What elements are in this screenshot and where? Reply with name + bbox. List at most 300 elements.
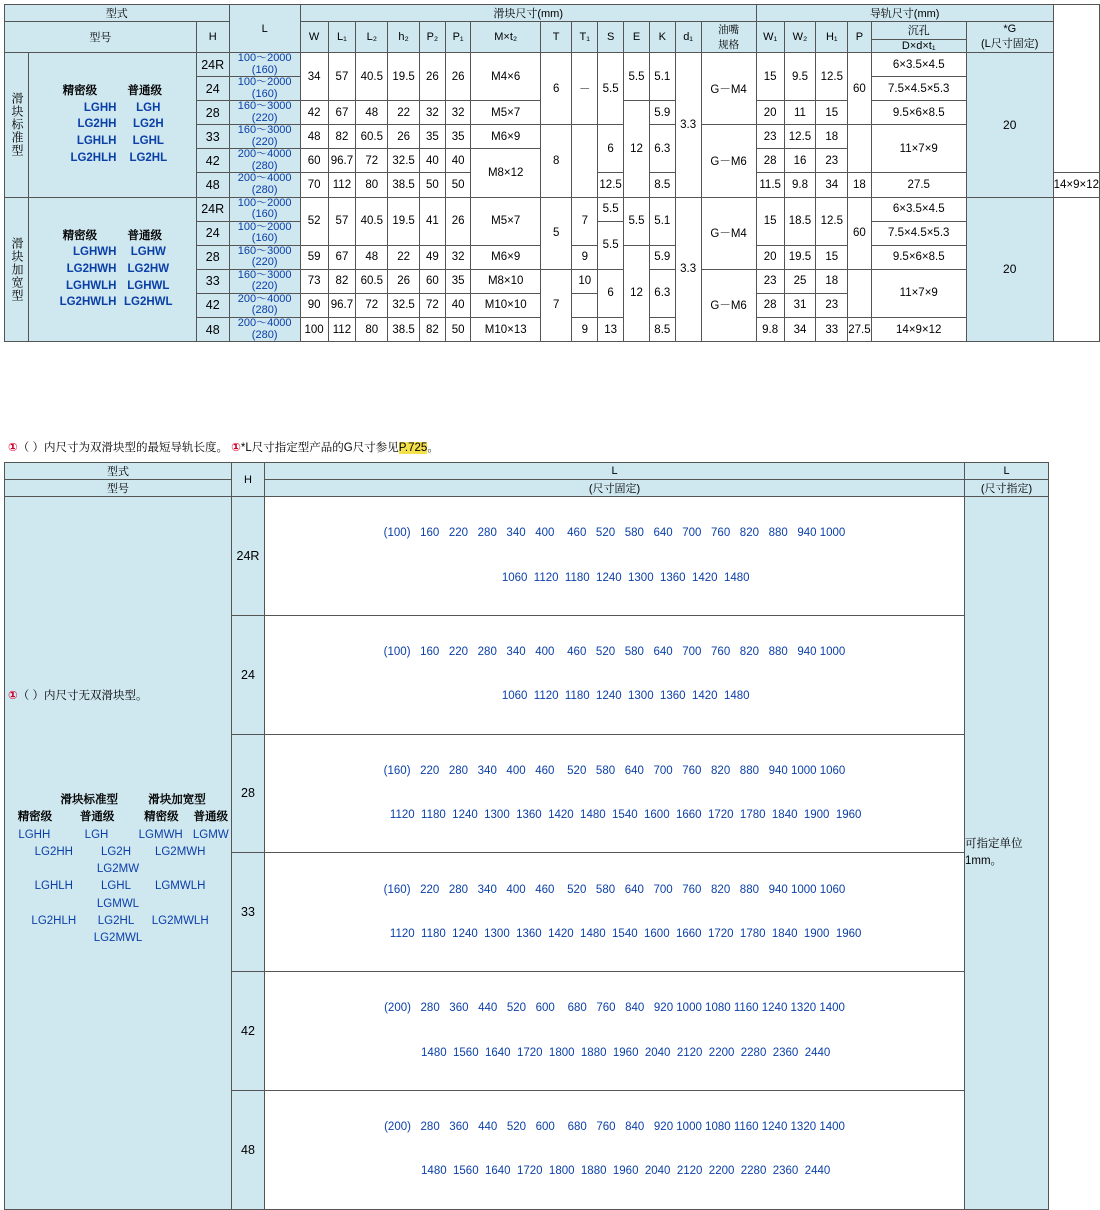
cell-E: 5.5	[624, 197, 650, 245]
cell-h2: 32.5	[388, 149, 420, 173]
dimension-table	[4, 4, 1100, 342]
L-range-sub: (220)	[251, 135, 278, 148]
cell-W: 59	[300, 245, 328, 269]
grade-normal-label: 普通级	[127, 85, 162, 98]
cell-d1: 3.3	[675, 53, 701, 198]
grade-normal-2: 普通级	[193, 811, 229, 824]
cell-P1: 35	[445, 269, 471, 293]
model-block-table2	[5, 497, 232, 1210]
cell-L1: 112	[328, 173, 356, 197]
cell-counterbore: 7.5×4.5×5.3	[871, 221, 966, 245]
L-range-sub: (220)	[251, 256, 278, 269]
cell-L2: 60.5	[356, 125, 388, 149]
cell-Mt2: M6×9	[471, 245, 540, 269]
cell-h2: 19.5	[388, 197, 420, 245]
L-range-sub: (280)	[251, 328, 278, 341]
cell-W: 42	[300, 101, 328, 125]
header2-L-right: L	[965, 463, 1049, 480]
model-precision-4: LG2HLH	[70, 151, 117, 164]
cell-T1: －	[572, 53, 598, 125]
L-range-value: 100～2000	[237, 76, 292, 89]
t2-length-line2: 1120 1180 1240 1300 1360 1420 1480 1540 1600 1660 1720 1780 1840 1900 1960	[367, 927, 862, 940]
header-P: P	[848, 22, 871, 53]
t2-length-list	[265, 972, 965, 1091]
cell-H1: 23	[816, 149, 848, 173]
cell-oil: G－M4	[701, 53, 756, 125]
footnote-text-b: *L尺寸指定型产品的G尺寸参见	[240, 442, 399, 454]
cell-L1: 57	[328, 197, 356, 245]
header-S: S	[598, 22, 624, 53]
cell-P2: 82	[420, 318, 446, 342]
t2-model-a1: LGHH	[18, 828, 51, 841]
L-range-value: 100～2000	[237, 52, 292, 64]
L-range-sub: (160)	[251, 232, 278, 245]
cell-Mt2: M8×10	[471, 269, 540, 293]
cell-P1: 32	[445, 245, 471, 269]
size-H: 42	[196, 149, 229, 173]
cell-h2: 19.5	[388, 53, 420, 101]
footnote-mark-b: ①	[231, 442, 241, 454]
L-range-value: 100～2000	[237, 196, 292, 209]
cell-K: 5.9	[649, 101, 675, 125]
header-P1: P₁	[445, 22, 471, 53]
cell-L2: 80	[356, 173, 388, 197]
cell-counterbore: 11×7×9	[871, 125, 966, 173]
cell-E: 12	[624, 101, 650, 197]
L-range	[229, 53, 300, 77]
model-precision-3: LGHLH	[76, 135, 117, 148]
cell-L2: 60.5	[356, 269, 388, 293]
t2-length-line1: (160) 220 280 340 400 460 520 580 640 700 760 820 880 940 1000 1060	[383, 883, 846, 896]
cell-W2: 25	[784, 269, 816, 293]
footnote-2	[4, 684, 149, 705]
cell-W1: 20	[756, 245, 784, 269]
header-H: H	[196, 22, 229, 53]
grade-normal-1: 普通级	[79, 811, 115, 824]
model-block-standard	[28, 53, 196, 198]
cell-P1: 50	[445, 318, 471, 342]
cell-T: 8	[540, 125, 571, 197]
cell-W: 90	[300, 293, 328, 317]
cell-W1: 15	[756, 53, 784, 101]
cell-S: 5.5	[598, 53, 624, 125]
model-precision-2: LG2HWH	[66, 263, 117, 275]
cell-L1: 96.7	[328, 293, 356, 317]
cell-L1: 82	[328, 125, 356, 149]
header-block-dims: 滑块尺寸(mm)	[300, 5, 756, 22]
model-normal-1: LGHW	[130, 246, 166, 259]
cell-W1: 34	[784, 318, 816, 342]
size-H: 24	[196, 77, 229, 101]
footnote-1	[4, 436, 441, 457]
length-table	[4, 462, 1049, 1210]
cell-counterbore: 9.5×6×8.5	[871, 101, 966, 125]
t2-right-note-line2: 1mm。	[965, 854, 1003, 867]
size-H: 48	[196, 173, 229, 197]
t2-size-H: 33	[232, 853, 265, 972]
grade-normal-label: 普通级	[127, 229, 162, 242]
header-rail-dims: 导轨尺寸(mm)	[756, 5, 1053, 22]
cell-W: 70	[300, 173, 328, 197]
L-range-value: 200～4000	[237, 317, 292, 330]
g-sub: (L尺寸固定)	[981, 38, 1039, 50]
L-range	[229, 293, 300, 317]
cell-E: 5.5	[624, 53, 650, 101]
cell-W1: 28	[756, 293, 784, 317]
cell-T: 7	[540, 269, 571, 341]
g-title: *G	[1003, 23, 1017, 35]
t2-model-d3: LGMWL	[96, 897, 140, 910]
header2-model-no: 型号	[5, 480, 232, 497]
t2-length-list	[265, 497, 965, 616]
cell-K: 6.3	[649, 125, 675, 173]
cell-W1: 28	[756, 149, 784, 173]
header2-H: H	[232, 463, 265, 497]
cell-T1: 9	[572, 245, 598, 269]
cell-W2: 18.5	[784, 197, 816, 245]
L-range	[229, 269, 300, 293]
L-range-sub: (220)	[251, 111, 278, 124]
group-label-standard: 滑块标准型	[5, 53, 29, 198]
header-model-no: 型号	[5, 22, 197, 53]
cell-W1: 34	[816, 173, 848, 197]
t2-model-c4: LG2MWLH	[151, 914, 209, 927]
t2-model-b1: LGH	[84, 828, 109, 841]
t2-length-line1: (100) 160 220 280 340 400 460 520 580 640 700 760 820 880 940 1000	[383, 527, 846, 540]
cell-W: 34	[300, 53, 328, 101]
cell-H1: 12.5	[816, 53, 848, 101]
model-normal-2: LG2H	[132, 118, 164, 131]
L-range-value: 200～4000	[237, 148, 292, 161]
t2-size-H: 48	[232, 1090, 265, 1209]
L-range-value: 160～3000	[237, 268, 292, 281]
model-normal-4: LG2HWL	[124, 296, 173, 309]
t2-model-d2: LG2MW	[96, 863, 140, 876]
cell-L2: 72	[356, 149, 388, 173]
L-range-sub: (160)	[251, 87, 278, 100]
counterbore-sub: D×d×t₁	[872, 39, 966, 52]
cell-W2: 33	[816, 318, 848, 342]
cell-W2: 19.5	[784, 245, 816, 269]
cell-P2: 40	[420, 149, 446, 173]
t2-model-b3: LGHL	[100, 880, 132, 893]
L-range-value: 160～3000	[237, 124, 292, 137]
cell-W2: 9.5	[784, 53, 816, 101]
cell-P2: 50	[420, 173, 446, 197]
cell-T1	[572, 125, 598, 197]
header-oil-spec: 油嘴 规格	[701, 22, 756, 53]
size-H: 24R	[196, 53, 229, 77]
header-L1: L₁	[328, 22, 356, 53]
grade-precision-1: 精密级	[17, 811, 53, 824]
dimension-table-wrapper	[4, 4, 1100, 342]
footnote-text-a: （ ）内尺寸为双滑块型的最短导轨长度。	[17, 442, 228, 454]
cell-counterbore: 14×9×12	[871, 318, 966, 342]
length-table-wrapper	[4, 462, 1049, 1210]
cell-L1: 96.7	[328, 149, 356, 173]
cell-T1: 10	[572, 269, 598, 293]
t2-length-line1: (100) 160 220 280 340 400 460 520 580 640 700 760 820 880 940 1000	[383, 646, 846, 659]
t2-length-line2: 1120 1180 1240 1300 1360 1420 1480 1540 1600 1660 1720 1780 1840 1900 1960	[367, 809, 862, 822]
size-H: 33	[196, 125, 229, 149]
col1-title: 滑块标准型	[60, 794, 118, 807]
cell-L1: 82	[328, 269, 356, 293]
header-W: W	[300, 22, 328, 53]
L-range	[229, 101, 300, 125]
cell-h2: 26	[388, 125, 420, 149]
cell-L2: 48	[356, 101, 388, 125]
model-precision-1: LGHWH	[73, 246, 117, 259]
cell-P: 60	[848, 197, 871, 269]
model-normal-1: LGH	[136, 101, 161, 114]
t2-length-list	[265, 734, 965, 853]
cell-H1: 15	[816, 101, 848, 125]
footnote-tail: 。	[427, 442, 439, 454]
header-L: L	[229, 5, 300, 53]
cell-P1: 35	[445, 125, 471, 149]
header-T1: T₁	[572, 22, 598, 53]
cell-Mt2: M4×6	[471, 53, 540, 101]
t2-model-a3: LGHLH	[34, 880, 73, 893]
L-range	[229, 173, 300, 197]
cell-S: 8.5	[649, 173, 675, 197]
t2-length-list	[265, 1090, 965, 1209]
L-range	[229, 125, 300, 149]
cell-counterbore: 6×3.5×4.5	[871, 53, 966, 77]
t2-model-d1: LGMW	[192, 828, 229, 841]
cell-h2: 38.5	[388, 318, 420, 342]
t2-model-d4: LG2MWL	[93, 932, 143, 945]
header-H1: H₁	[816, 22, 848, 53]
cell-counterbore: 7.5×4.5×5.3	[871, 77, 966, 101]
cell-counterbore: 14×9×12	[1053, 173, 1099, 197]
header-counterbore	[871, 22, 966, 53]
t2-length-list	[265, 615, 965, 734]
L-range	[229, 318, 300, 342]
cell-K: 9.8	[784, 173, 816, 197]
cell-Mt2: M10×10	[471, 293, 540, 317]
cell-T: 12.5	[598, 173, 624, 197]
footnote2-text: （ ）内尺寸无双滑块型。	[17, 690, 148, 702]
L-range	[229, 149, 300, 173]
cell-K: 5.1	[649, 53, 675, 101]
t2-size-H: 42	[232, 972, 265, 1091]
t2-length-list	[265, 853, 965, 972]
t2-model-c1: LGMWH	[138, 828, 183, 841]
cell-oil: G－M4	[701, 197, 756, 269]
cell-W1: 23	[756, 269, 784, 293]
cell-W2: 12.5	[784, 125, 816, 149]
t2-length-line1: (200) 280 360 440 520 600 680 760 840 920 1000 1080 1160 1240 1320 1400	[384, 1002, 845, 1015]
L-range-sub: (160)	[251, 208, 278, 221]
cell-T1	[572, 293, 598, 317]
t2-length-line1: (200) 280 360 440 520 600 680 760 840 920 1000 1080 1160 1240 1320 1400	[384, 1121, 845, 1134]
cell-W: 73	[300, 269, 328, 293]
t2-length-line2: 1060 1120 1180 1240 1300 1360 1420 1480	[479, 571, 750, 584]
L-range-sub: (280)	[251, 184, 278, 197]
cell-oil: G－M6	[701, 125, 756, 197]
cell-L1: 57	[328, 53, 356, 101]
cell-W: 52	[300, 197, 328, 245]
cell-L1: 112	[328, 318, 356, 342]
cell-L2: 80	[356, 318, 388, 342]
L-range-value: 160～3000	[237, 244, 292, 257]
t2-model-b2: LG2H	[100, 845, 132, 858]
L-range-sub: (280)	[251, 159, 278, 172]
cell-H1: 12.5	[816, 197, 848, 245]
model-normal-4: LG2HL	[129, 151, 168, 164]
cell-K: 5.9	[649, 245, 675, 269]
cell-W: 60	[300, 149, 328, 173]
L-range-sub: (280)	[251, 304, 278, 317]
cell-Mt2: M10×13	[471, 318, 540, 342]
t2-right-note-line1: 可指定单位	[965, 837, 1023, 850]
cell-H1: 18	[816, 269, 848, 293]
t2-length-line2: 1060 1120 1180 1240 1300 1360 1420 1480	[479, 690, 750, 703]
t2-model-b4: LG2HL	[97, 914, 135, 927]
grade-precision-label: 精密级	[62, 85, 98, 98]
cell-Mt2: M6×9	[471, 125, 540, 149]
L-range	[229, 77, 300, 101]
cell-h2: 32.5	[388, 293, 420, 317]
header2-model-type: 型式	[5, 463, 232, 480]
cell-P2: 49	[420, 245, 446, 269]
cell-P2: 32	[420, 101, 446, 125]
t2-size-H: 28	[232, 734, 265, 853]
size-H: 42	[196, 293, 229, 317]
cell-counterbore: 9.5×6×8.5	[871, 245, 966, 269]
footnote-mark: ①	[8, 442, 18, 454]
cell-P2: 60	[420, 269, 446, 293]
L-range-value: 200～4000	[237, 172, 292, 185]
col2-title: 滑块加宽型	[148, 794, 206, 807]
header-Mxt2: M×t₂	[471, 22, 540, 53]
header-W1: W₁	[756, 22, 784, 53]
cell-L2: 40.5	[356, 197, 388, 245]
size-H: 24	[196, 221, 229, 245]
L-range-value: 100～2000	[237, 220, 292, 233]
t2-size-H: 24	[232, 615, 265, 734]
cell-H1: 27.5	[848, 318, 871, 342]
cell-W1: 20	[756, 101, 784, 125]
model-block-wide	[28, 197, 196, 342]
group-label-wide: 滑块加宽型	[5, 197, 29, 342]
cell-T1: 13	[598, 318, 624, 342]
cell-K: 6.3	[649, 269, 675, 317]
header-K: K	[649, 22, 675, 53]
cell-P: 60	[848, 53, 871, 125]
cell-W2: 16	[784, 149, 816, 173]
cell-W1: 15	[756, 197, 784, 245]
cell-d1: 3.3	[675, 197, 701, 342]
cell-S: 6	[598, 269, 624, 317]
header-T: T	[540, 22, 571, 53]
t2-length-line1: (160) 220 280 340 400 460 520 580 640 700 760 820 880 940 1000 1060	[383, 764, 846, 777]
cell-Mt2: M5×7	[471, 101, 540, 125]
cell-P2: 41	[420, 197, 446, 245]
cell-S: 5.5	[598, 221, 624, 269]
cell-oil: G－M6	[701, 269, 756, 341]
t2-length-line2: 1480 1560 1640 1720 1800 1880 1960 2040 2120 2200 2280 2360 2440	[398, 1046, 831, 1059]
cell-P1: 26	[445, 197, 471, 245]
header-W2: W₂	[784, 22, 816, 53]
cell-S: 6	[598, 125, 624, 173]
cell-H1: 27.5	[871, 173, 966, 197]
t2-model-a2: LG2HH	[34, 845, 73, 858]
model-precision-3: LGHWLH	[65, 279, 117, 292]
cell-T1: 7	[572, 197, 598, 245]
t2-right-note	[965, 497, 1049, 1210]
cell-E: 12	[624, 245, 650, 341]
cell-P1: 50	[445, 173, 471, 197]
cell-W: 48	[300, 125, 328, 149]
cell-K: 9.8	[756, 318, 784, 342]
cell-L1: 67	[328, 245, 356, 269]
cell-T: 6	[540, 53, 571, 125]
header-G	[966, 22, 1053, 53]
cell-counterbore: 11×7×9	[871, 269, 966, 317]
cell-W2: 11	[784, 101, 816, 125]
cell-G: 20	[966, 197, 1053, 342]
cell-L2: 72	[356, 293, 388, 317]
header-model-type: 型式	[5, 5, 230, 22]
model-normal-3: LGHWL	[127, 279, 170, 292]
cell-h2: 22	[388, 245, 420, 269]
t2-model-a4: LG2HLH	[31, 914, 77, 927]
size-H: 28	[196, 101, 229, 125]
cell-P1: 40	[445, 293, 471, 317]
cell-W: 100	[300, 318, 328, 342]
model-normal-2: LG2HW	[127, 263, 170, 275]
size-H: 48	[196, 318, 229, 342]
cell-P2: 35	[420, 125, 446, 149]
cell-P1: 26	[445, 53, 471, 101]
header-d1: d₁	[675, 22, 701, 53]
grade-precision-label: 精密级	[62, 229, 98, 242]
size-H: 24R	[196, 197, 229, 221]
page-reference-link[interactable]: P.725	[398, 442, 428, 454]
cell-S: 8.5	[649, 318, 675, 342]
cell-K: 5.1	[649, 197, 675, 245]
cell-W1: 23	[756, 125, 784, 149]
L-range-value: 200～4000	[237, 292, 292, 305]
L-range-value: 160～3000	[237, 100, 292, 113]
cell-H1: 15	[816, 245, 848, 269]
L-range-sub: (160)	[251, 63, 278, 76]
cell-T: 9	[572, 318, 598, 342]
cell-G: 20	[966, 53, 1053, 198]
cell-H1: 23	[816, 293, 848, 317]
size-H: 28	[196, 245, 229, 269]
header-L2: L₂	[356, 22, 388, 53]
cell-L1: 67	[328, 101, 356, 125]
L-range-sub: (220)	[251, 280, 278, 293]
cell-P1: 40	[445, 149, 471, 173]
model-precision-1: LGHH	[83, 101, 117, 114]
t2-length-line2: 1480 1560 1640 1720 1800 1880 1960 2040 2120 2200 2280 2360 2440	[398, 1165, 831, 1178]
cell-h2: 26	[388, 269, 420, 293]
cell-S: 5.5	[598, 197, 624, 221]
t2-model-c2: LG2MWH	[154, 845, 206, 858]
cell-Mt2: M5×7	[471, 197, 540, 245]
header-h2: h₂	[388, 22, 420, 53]
footnote2-mark: ①	[8, 690, 18, 702]
cell-H1: 18	[816, 125, 848, 149]
t2-size-H: 24R	[232, 497, 265, 616]
t2-model-c3: LGMWLH	[154, 880, 206, 893]
cell-h2: 38.5	[388, 173, 420, 197]
size-H: 33	[196, 269, 229, 293]
